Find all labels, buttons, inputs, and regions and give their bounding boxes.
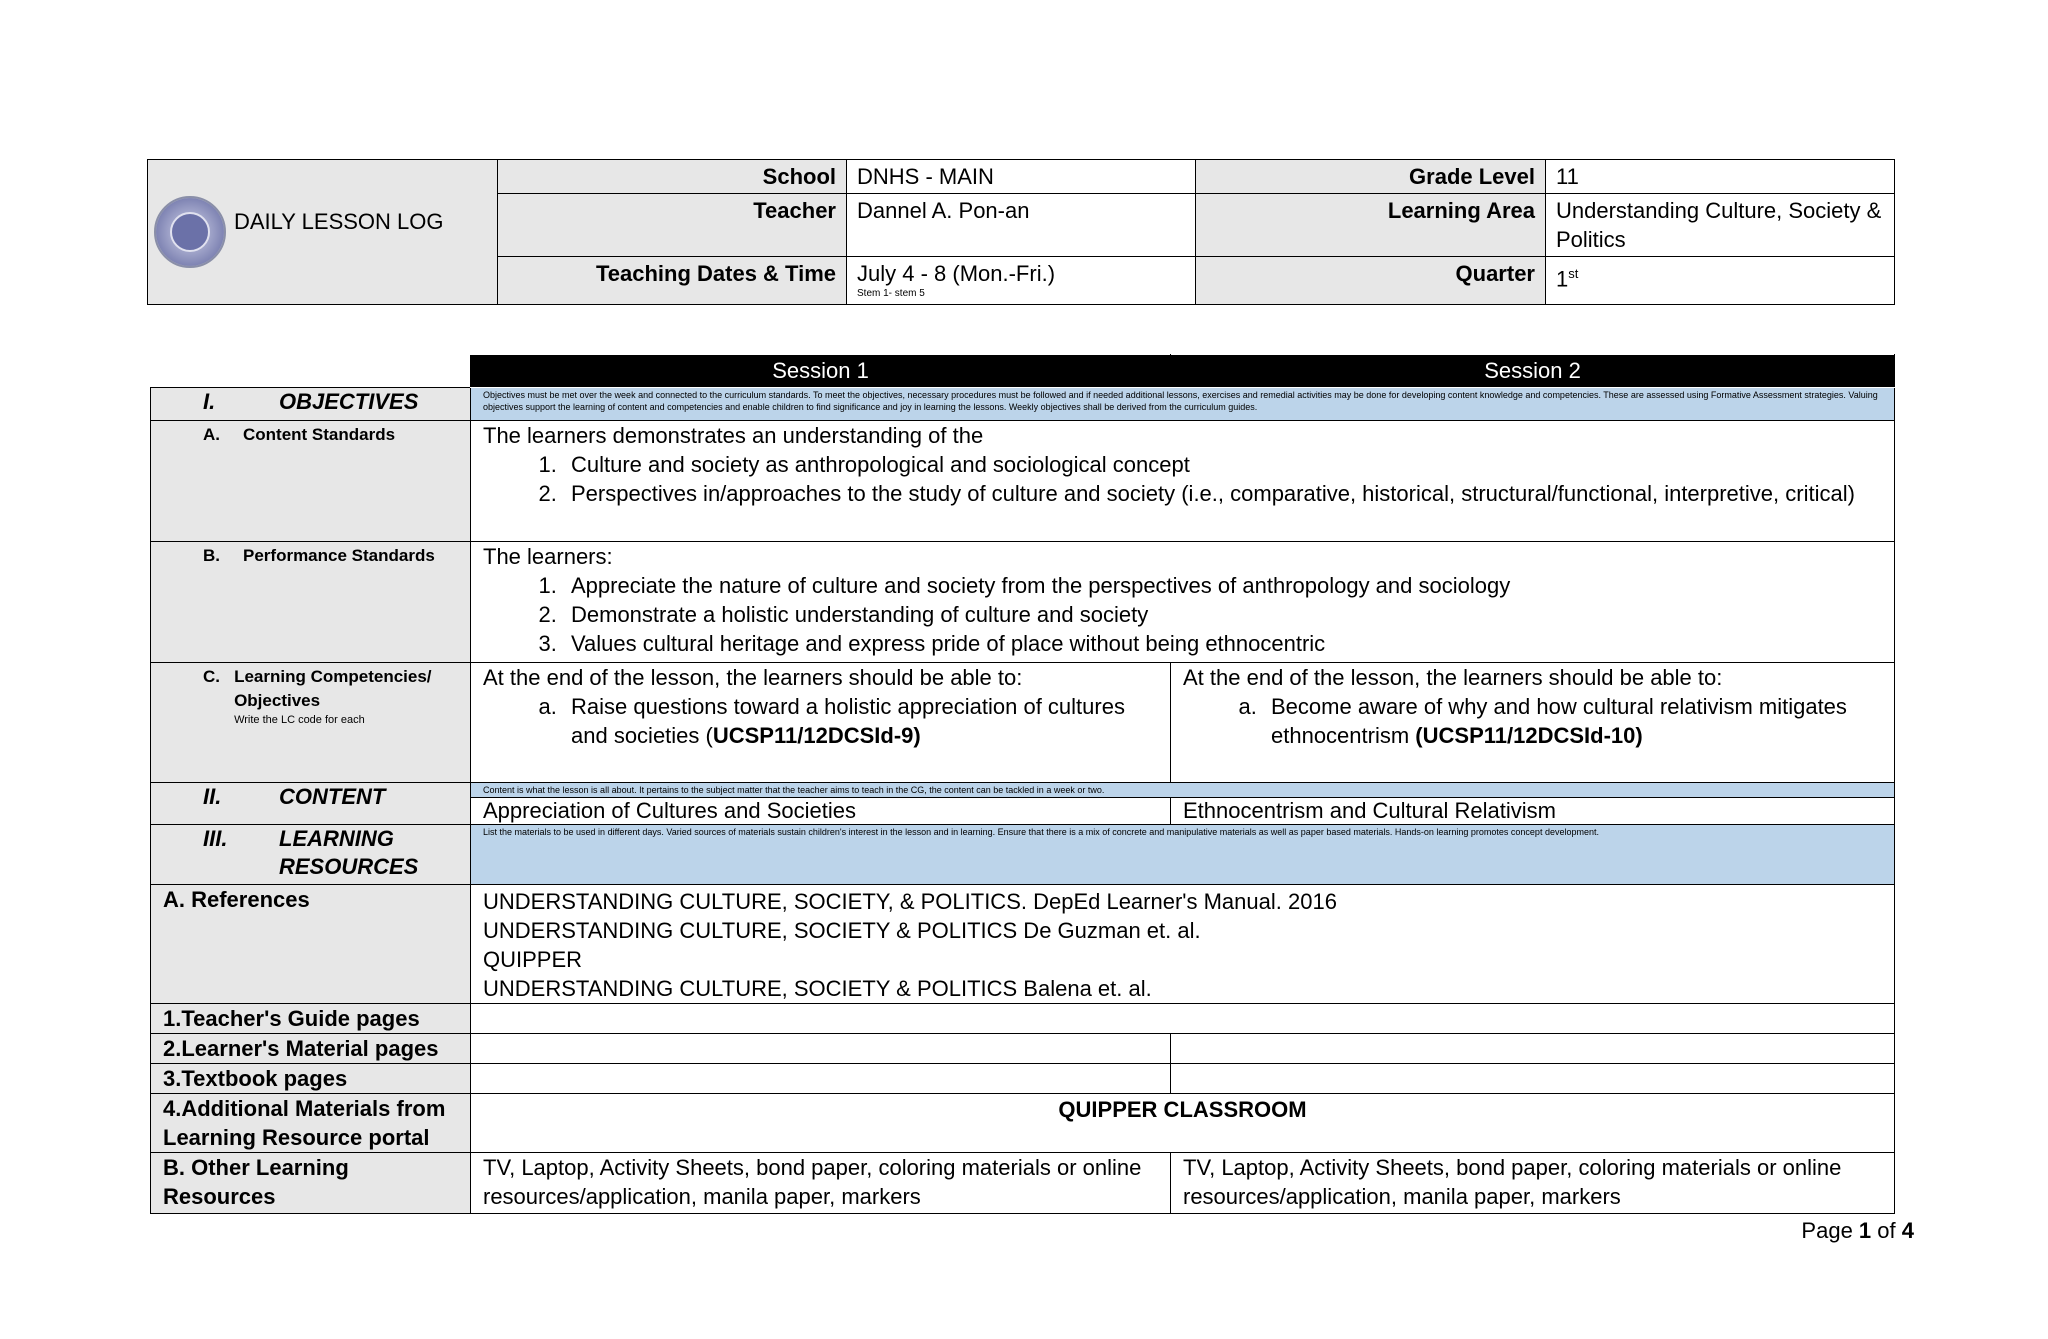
content-standards-cell bbox=[471, 421, 1895, 542]
content-heading bbox=[151, 783, 471, 825]
lesson-log-table bbox=[150, 354, 1895, 1214]
resources-note: List the materials to be used in different days. Varied sources of materials sustain children's interest in the lesson and in learning. Ensure that there is a mix of concrete and manipulative materials as well as paper based materials. Hands-on learning promotes concept development. bbox=[471, 825, 1895, 885]
objectives-heading bbox=[151, 388, 471, 421]
page-number: Page 1 of 4 bbox=[1801, 1218, 1914, 1243]
resources-title-1: LEARNING bbox=[279, 826, 394, 851]
learners-material-label: 2.Learner's Material pages bbox=[151, 1034, 471, 1064]
document-title: DAILY LESSON LOG bbox=[234, 208, 444, 234]
resources-title-2: RESOURCES bbox=[279, 854, 419, 879]
competencies-s1-list bbox=[483, 692, 1158, 750]
content-note: Content is what the lesson is all about. It pertains to the subject matter that the teacher aims to teach in the CG, the content can be tackled in a week or two. bbox=[471, 783, 1895, 798]
quarter-label: Quarter bbox=[1196, 257, 1546, 305]
teaching-dates-value: July 4 - 8 (Mon.-Fri.) bbox=[857, 261, 1056, 286]
school-value: DNHS - MAIN bbox=[847, 160, 1196, 194]
quarter-suffix: st bbox=[1568, 266, 1579, 281]
content-standards-label: Content Standards bbox=[243, 425, 396, 444]
teachers-guide-label: 1.Teacher's Guide pages bbox=[151, 1004, 471, 1034]
teaching-dates-note: Stem 1- stem 5 bbox=[857, 288, 925, 299]
resources-num: III. bbox=[203, 826, 228, 851]
other-resources-s2: TV, Laptop, Activity Sheets, bond paper, coloring materials or online resources/application, manila paper, markers bbox=[1171, 1153, 1895, 1214]
grade-level-label: Grade Level bbox=[1196, 160, 1546, 194]
performance-standards-letter: B. bbox=[203, 546, 220, 565]
competencies-s2-list bbox=[1183, 692, 1882, 750]
objectives-title: OBJECTIVES bbox=[279, 389, 419, 414]
reference-item: UNDERSTANDING CULTURE, SOCIETY & POLITICS De Guzman et. al. bbox=[483, 918, 1201, 943]
reference-item: UNDERSTANDING CULTURE, SOCIETY, & POLITICS. DepEd Learner's Manual. 2016 bbox=[483, 889, 1337, 914]
content-standards-letter: A. bbox=[203, 425, 220, 444]
session-1-header: Session 1 bbox=[471, 355, 1171, 388]
content-standards-list bbox=[483, 450, 1882, 508]
performance-standards-list bbox=[483, 571, 1882, 658]
list-item: 2. Perspectives in/approaches to the study of culture and society (i.e., comparative, historical, structural/functional, interpretive, critical) bbox=[563, 479, 1882, 508]
competencies-s1-intro: At the end of the lesson, the learners should be able to: bbox=[483, 665, 1023, 690]
learning-area-value: Understanding Culture, Society & Politics bbox=[1546, 194, 1895, 257]
current-page: 1 bbox=[1858, 1218, 1872, 1243]
teacher-value: Dannel A. Pon-an bbox=[847, 194, 1196, 257]
content-num: II. bbox=[203, 784, 222, 809]
competencies-label-cell bbox=[151, 663, 471, 783]
list-item: 1. Culture and society as anthropological and sociological concept bbox=[563, 450, 1882, 479]
competencies-s2-intro: At the end of the lesson, the learners should be able to: bbox=[1183, 665, 1723, 690]
list-item: 2. Demonstrate a holistic understanding of culture and society bbox=[563, 600, 1882, 629]
competencies-session-2 bbox=[1171, 663, 1895, 783]
reference-item: QUIPPER bbox=[483, 947, 583, 972]
textbook-pages-s2 bbox=[1171, 1064, 1895, 1094]
session-2-header: Session 2 bbox=[1171, 355, 1895, 388]
objectives-note: Objectives must be met over the week and connected to the curriculum standards. To meet the objectives, necessary procedures must be followed and if needed additional lessons, exercises and remedial activities may be done for developing content knowledge and competencies. These are assessed using Formative Assessment strategies. Valuing objectives support the learning of content and competencies and enable children to find significance and joy in learning the lessons. Weekly objectives shall be derived from the curriculum guides. bbox=[471, 388, 1895, 421]
teachers-guide-value bbox=[471, 1004, 1895, 1034]
references-cell bbox=[471, 885, 1895, 1004]
performance-standards-label: Performance Standards bbox=[243, 546, 435, 565]
content-standards-label-cell bbox=[151, 421, 471, 542]
empty-corner bbox=[151, 355, 471, 388]
performance-standards-label-cell bbox=[151, 542, 471, 663]
resources-heading bbox=[151, 825, 471, 885]
performance-standards-cell bbox=[471, 542, 1895, 663]
content-title: CONTENT bbox=[279, 784, 386, 809]
list-item: 1. Appreciate the nature of culture and society from the perspectives of anthropology and sociology bbox=[563, 571, 1882, 600]
grade-level-value: 11 bbox=[1546, 160, 1895, 194]
objectives-num: I. bbox=[203, 389, 216, 414]
competencies-note: Write the LC code for each bbox=[234, 714, 365, 726]
lc-code: (UCSP11/12DCSId-10) bbox=[1415, 723, 1643, 748]
performance-standards-intro: The learners: bbox=[483, 544, 613, 569]
teaching-dates-label: Teaching Dates & Time bbox=[498, 257, 847, 305]
other-resources-label: B. Other Learning Resources bbox=[151, 1153, 471, 1214]
total-pages: 4 bbox=[1901, 1218, 1914, 1243]
textbook-pages-label: 3.Textbook pages bbox=[151, 1064, 471, 1094]
references-label: A. References bbox=[151, 885, 471, 1004]
other-resources-s1: TV, Laptop, Activity Sheets, bond paper, coloring materials or online resources/application, manila paper, markers bbox=[471, 1153, 1171, 1214]
teacher-label: Teacher bbox=[498, 194, 847, 257]
learning-area-label: Learning Area bbox=[1196, 194, 1546, 257]
list-item: 3. Values cultural heritage and express pride of place without being ethnocentric bbox=[563, 629, 1882, 658]
quarter-cell bbox=[1546, 257, 1895, 305]
logo-cell bbox=[148, 160, 498, 305]
additional-materials-value: QUIPPER CLASSROOM bbox=[471, 1094, 1895, 1153]
header-table bbox=[147, 159, 1895, 305]
competencies-letter: C. bbox=[203, 667, 220, 686]
lc-code: UCSP11/12DCSId-9) bbox=[712, 723, 921, 748]
list-item: a. Raise questions toward a holistic appreciation of cultures and societies (UCSP11/12DCSId-9) bbox=[563, 692, 1158, 750]
deped-seal-icon bbox=[154, 196, 226, 268]
list-item: a. Become aware of why and how cultural relativism mitigates ethnocentrism (UCSP11/12DCSId-10) bbox=[1263, 692, 1882, 750]
textbook-pages-s1 bbox=[471, 1064, 1171, 1094]
additional-materials-label: 4.Additional Materials from Learning Resource portal bbox=[151, 1094, 471, 1153]
quarter-value: 1 bbox=[1556, 266, 1569, 292]
reference-item: UNDERSTANDING CULTURE, SOCIETY & POLITICS Balena et. al. bbox=[483, 976, 1152, 1001]
competencies-label: Learning Competencies/ Objectives bbox=[234, 667, 432, 710]
content-session-2: Ethnocentrism and Cultural Relativism bbox=[1171, 798, 1895, 825]
content-standards-intro: The learners demonstrates an understanding of the bbox=[483, 423, 984, 448]
learners-material-s2 bbox=[1171, 1034, 1895, 1064]
school-label: School bbox=[498, 160, 847, 194]
teaching-dates-cell bbox=[847, 257, 1196, 305]
learners-material-s1 bbox=[471, 1034, 1171, 1064]
competencies-session-1 bbox=[471, 663, 1171, 783]
content-session-1: Appreciation of Cultures and Societies bbox=[471, 798, 1171, 825]
